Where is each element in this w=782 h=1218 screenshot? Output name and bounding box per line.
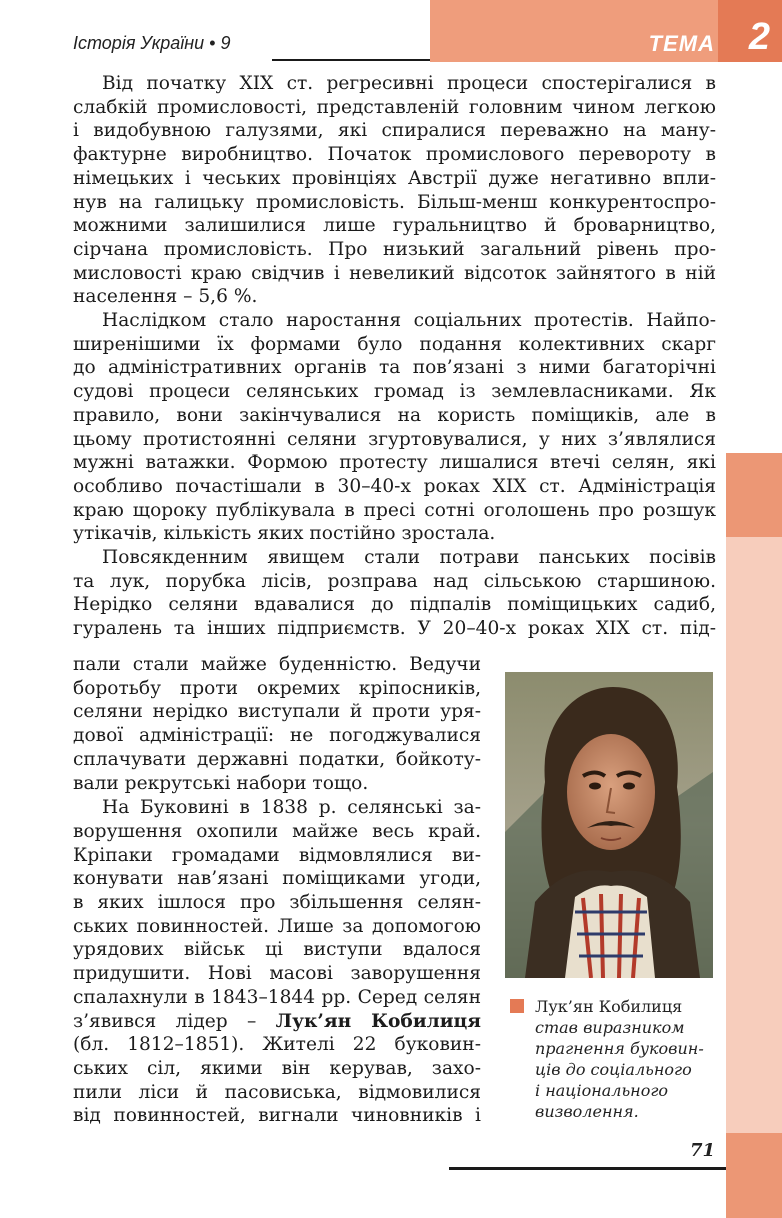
text-line: Наслідком стало наростання соціальних протестів. Найпо- xyxy=(102,310,716,332)
text-line: фактурне виробництво. Початок промислового перевороту в xyxy=(73,144,716,166)
text-line: ських сіл, якими він керував, захо- xyxy=(73,1057,481,1079)
text-line: вали рекрутські набори тощо. xyxy=(73,772,369,794)
text-line: гуралень та інших підприємств. У 20–40-х роках XIX ст. під- xyxy=(73,618,716,640)
portrait-illustration xyxy=(505,672,713,978)
book-title: Історія України xyxy=(73,33,205,53)
text-line: Кріпаки громадами відмовлялися ви- xyxy=(73,844,481,866)
text-line: утікачів, кількість яких постійно зростала. xyxy=(73,523,496,545)
running-header xyxy=(73,33,231,54)
text-line: слабкій промисловості, представленій головним чином легкою xyxy=(73,96,716,118)
text-line: та лук, порубка лісів, розправа над сільською старшиною. xyxy=(73,570,716,592)
caption-name: Лук’ян Кобилиця xyxy=(535,997,683,1016)
caption-marker-icon xyxy=(510,999,524,1013)
footer-rule xyxy=(449,1167,726,1170)
paragraph-1 xyxy=(73,72,716,309)
text-line: в яких ішлося про збільшення селян- xyxy=(73,892,481,914)
theme-tab xyxy=(430,0,782,62)
side-bar-bottom xyxy=(726,1133,782,1218)
wrapped-text-column xyxy=(73,653,481,1128)
text-line: конувати нав’язані поміщиками угоди, xyxy=(73,868,481,890)
caption-line: і національного xyxy=(535,1081,669,1100)
portrait-caption xyxy=(510,996,710,1122)
text-line: спалахнули в 1843–1844 рр. Серед селян xyxy=(73,986,481,1008)
text-line: мисловості краю свідчив і невеликий відсоток зайнятого в ній xyxy=(73,262,716,284)
text-line-leader xyxy=(73,1010,481,1034)
caption-line: прагнення буковин- xyxy=(535,1039,704,1058)
grade-number: 9 xyxy=(220,33,231,53)
leader-name: Лук’ян Кобилиця xyxy=(275,1010,481,1032)
header-rule xyxy=(272,59,430,61)
text-line: ських повинностей. Лише за допомогою xyxy=(73,915,481,937)
text-line: цьому протистоянні селяни згуртовувалися, у них з’являлися xyxy=(73,428,716,450)
text-line: особливо почастішали в 30–40-х роках XIX ст. Адміністрація xyxy=(73,475,716,497)
text-line: (бл. 1812–1851). Жителі 22 буковин- xyxy=(73,1034,481,1056)
body-text xyxy=(73,72,716,641)
text-line: і видобувною галузями, які спиралися переважно на ману- xyxy=(73,120,716,142)
caption-line: визволення. xyxy=(535,1102,639,1121)
side-bar-light xyxy=(726,537,782,1133)
text-line: німецьких і чеських провінціях Австрії дуже негативно впли- xyxy=(73,167,716,189)
leader-prefix: з’явився лідер – xyxy=(73,1010,257,1032)
text-line: Від початку XIX ст. регресивні процеси спостерігалися в xyxy=(102,73,716,94)
text-line: ворушення охопили майже весь край. xyxy=(73,820,481,842)
text-line: сірчана промисловість. Про низький загальний рівень про- xyxy=(73,238,716,260)
caption-line: став виразником xyxy=(535,1018,685,1037)
theme-number-box xyxy=(718,0,782,62)
bullet-separator: • xyxy=(209,33,216,53)
text-line: можними залишилися лише гуральництво й броварництво, xyxy=(73,215,716,237)
text-line: ширенішими їх формами було подання колективних скарг xyxy=(73,333,716,355)
portrait-image xyxy=(505,672,713,978)
text-line: дової адміністрації: не погоджувалися xyxy=(73,725,481,747)
side-bar-accent xyxy=(726,453,782,537)
text-line: Повсякденним явищем стали потрави панських посівів xyxy=(102,547,716,569)
text-line: придушити. Нові масові заворушення xyxy=(73,963,481,985)
text-line: боротьбу проти окремих кріпосників, xyxy=(73,677,481,699)
text-line: пали стали майже буденністю. Ведучи xyxy=(73,654,481,675)
text-line: населення – 5,6 %. xyxy=(73,286,258,308)
theme-label: ТЕМА xyxy=(648,31,715,56)
text-line: урядових військ ці виступи вдалося xyxy=(73,939,481,961)
text-line: судові процеси селянських громад із землевласниками. Як xyxy=(73,381,716,403)
text-line: краю щороку публікувала в пресі сотні оголошень про розшук xyxy=(73,499,716,521)
caption-line: ців до соціального xyxy=(535,1060,692,1079)
text-line: сплачувати державні податки, бойкоту- xyxy=(73,748,481,770)
text-line: до адміністративних органів та пов’язані з ними багаторічні xyxy=(73,357,716,379)
text-line: селяни нерідко виступали й проти уря- xyxy=(73,701,481,723)
theme-number: 2 xyxy=(748,16,770,58)
text-line: мужні ватажки. Формою протесту лишалися втечі селян, які xyxy=(73,452,716,474)
text-line: На Буковині в 1838 р. селянські за- xyxy=(102,797,481,819)
text-line: пили ліси й пасовиська, відмовилися xyxy=(73,1081,481,1103)
page-number: 71 xyxy=(690,1140,716,1161)
text-line: нув на галицьку промисловість. Більш-менш конкурентоспро- xyxy=(73,191,716,213)
text-line: від повинностей, вигнали чиновників і xyxy=(73,1105,481,1127)
paragraph-3 xyxy=(73,546,716,641)
text-line: правило, вони закінчувалися на користь поміщиків, але в xyxy=(73,404,716,426)
text-line: Нерідко селяни вдавалися до підпалів поміщицьких садиб, xyxy=(73,594,716,616)
paragraph-2 xyxy=(73,309,716,546)
